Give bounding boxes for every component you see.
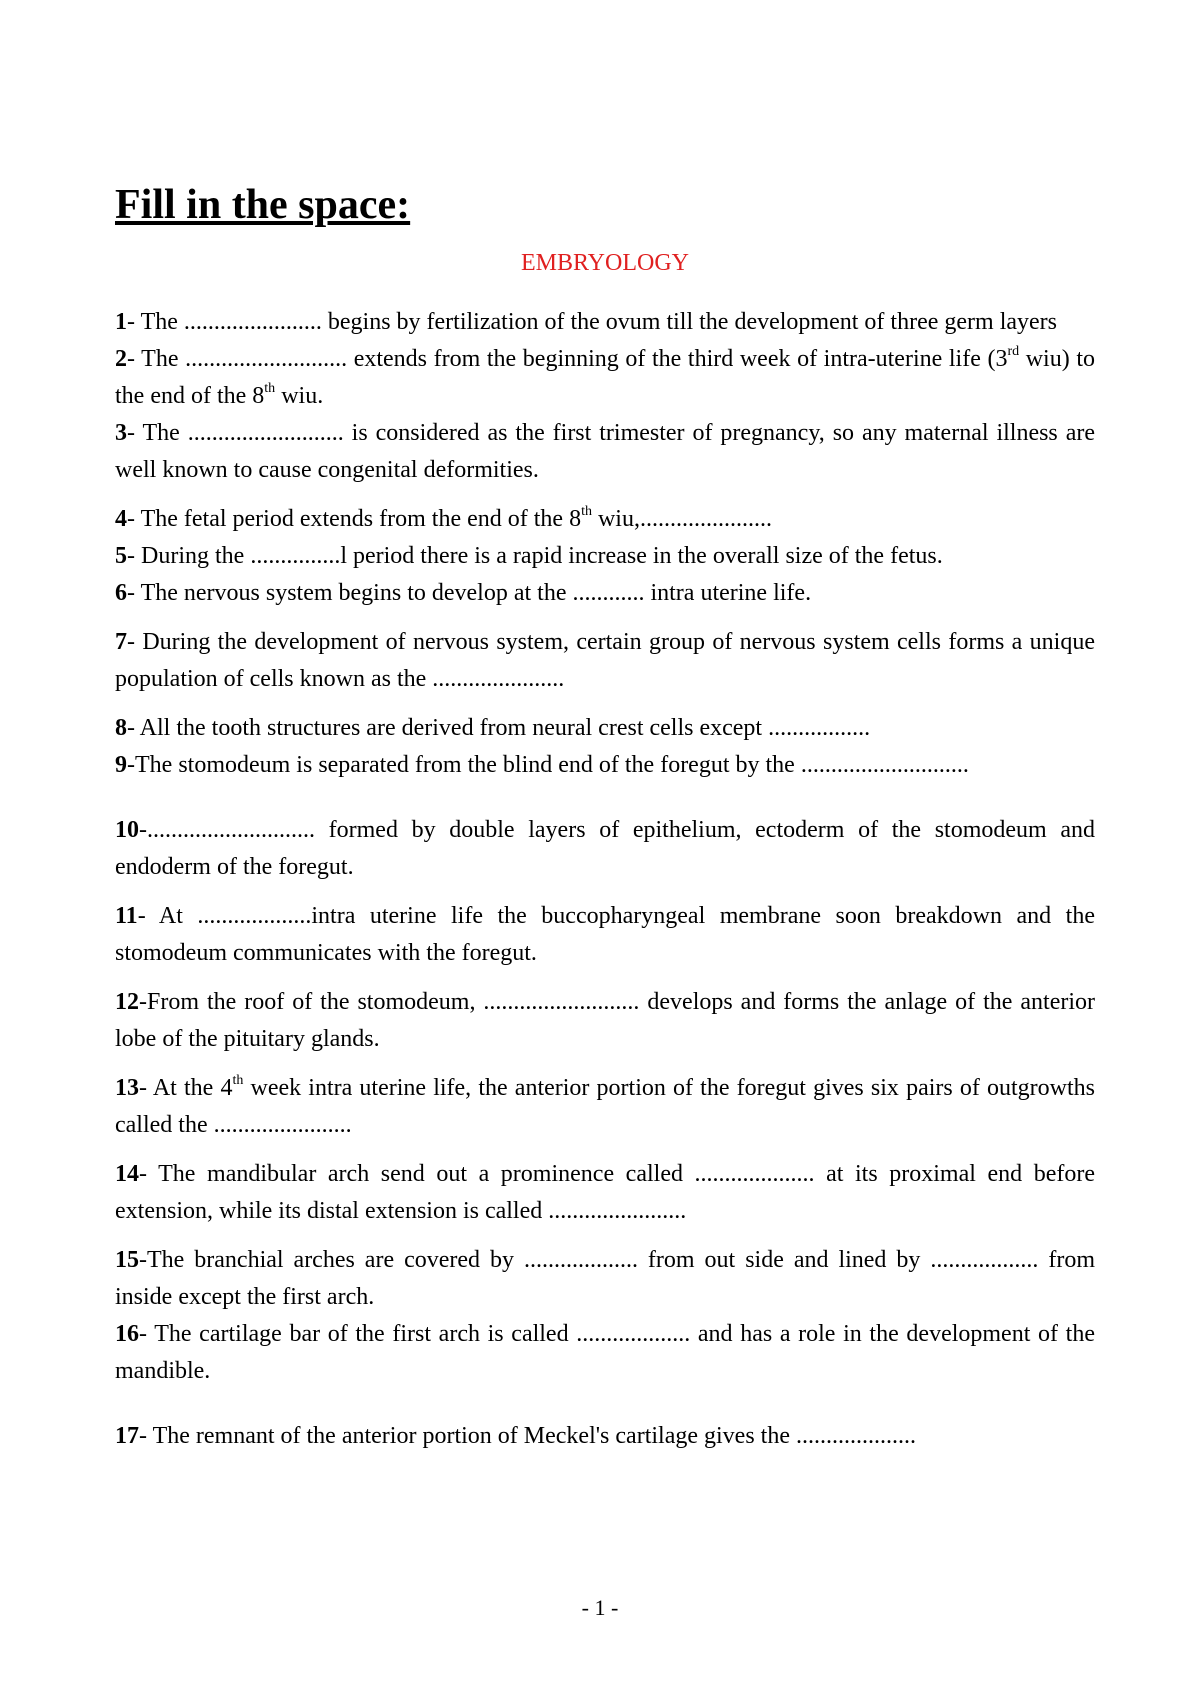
question-9: 9-The stomodeum is separated from the blind end of the foregut by the ............................ [115,752,969,778]
question-number: 2 [115,346,127,372]
question-2: 2- The ........................... extends from the beginning of the third week of intra-uterine life (3rd wiu) to the end of the 8th wiu. [115,344,1095,409]
question-11: 11- At ...................intra uterine life the buccopharyngeal membrane soon breakdown and the stomodeum communicates with the foregut. [115,903,1095,966]
question-number: 9 [115,752,127,778]
question-number: 11 [115,903,138,929]
question-text: The ....................... begins by fertilization of the ovum till the development of three germ layers [135,309,1057,335]
question-16: 16- The cartilage bar of the first arch is called ................... and has a role in the development of the mandible. [115,1321,1095,1384]
question-14: 14- The mandibular arch send out a prominence called .................... at its proximal end before extension, while its distal extension is called ....................... [115,1161,1095,1224]
question-number: 6 [115,580,127,606]
question-5: 5- During the ...............l period there is a rapid increase in the overall size of the fetus. [115,543,943,569]
question-17: 17- The remnant of the anterior portion of Meckel's cartilage gives the .................... [115,1423,916,1449]
question-15: 15-The branchial arches are covered by ................... from out side and lined by .................. from inside except the first arch. [115,1247,1095,1310]
page-number: - 1 - [581,1595,619,1620]
question-number: 14 [115,1161,139,1187]
question-number: 12 [115,989,139,1015]
question-number: 3 [115,420,127,446]
question-10: 10-............................ formed by double layers of epithelium, ectoderm of the stomodeum and endoderm of the foregut. [115,817,1095,880]
question-8: 8- All the tooth structures are derived from neural crest cells except ................. [115,715,871,741]
question-number: 7 [115,629,127,655]
question-text: The .......................... is considered as the first trimester of pregnancy, so any maternal illness are well known to cause congenital deformities. [115,420,1095,483]
question-13: 13- At the 4th week intra uterine life, the anterior portion of the foregut gives six pairs of outgrowths called the ....................... [115,1073,1096,1138]
question-text: During the development of nervous system, certain group of nervous system cells forms a unique population of cells known as the ...................... [115,629,1095,692]
question-text: From the roof of the stomodeum, .......................... develops and forms the anlage of the anterior lobe of the pituitary glands. [115,989,1095,1052]
question-number: 13 [115,1075,139,1101]
question-number: 17 [115,1423,139,1449]
question-text: At ...................intra uterine life the buccopharyngeal membrane soon breakdown and the stomodeum communicates with the foregut. [115,903,1095,966]
question-number: 5 [115,543,127,569]
question-text: The mandibular arch send out a prominence called .................... at its proximal end before extension, while its distal extension is called ....................... [115,1161,1095,1224]
question-4: 4- The fetal period extends from the end of the 8th wiu,...................... [115,504,772,532]
question-7: 7- During the development of nervous system, certain group of nervous system cells forms a unique population of cells known as the ...................... [115,629,1095,692]
question-6: 6- The nervous system begins to develop at the ............ intra uterine life. [115,580,812,606]
question-text: During the ...............l period there is a rapid increase in the overall size of the fetus. [135,543,943,569]
question-text: The stomodeum is separated from the blind end of the foregut by the ............................ [135,752,969,778]
question-number: 16 [115,1321,139,1347]
question-text: The branchial arches are covered by ................... from out side and lined by .................. from inside except the first arch. [115,1247,1095,1310]
question-number: 4 [115,506,127,532]
question-number: 10 [115,817,139,843]
question-1: 1- The ....................... begins by fertilization of the ovum till the development of three germ layers [115,309,1057,335]
question-text: ............................ formed by double layers of epithelium, ectoderm of the stomodeum and endoderm of the foregut. [115,817,1095,880]
page-title: Fill in the space: [115,182,411,228]
question-text: The remnant of the anterior portion of Meckel's cartilage gives the .................... [147,1423,916,1449]
question-text: The nervous system begins to develop at the ............ intra uterine life. [135,580,812,606]
question-text: All the tooth structures are derived from neural crest cells except ................. [135,715,871,741]
worksheet [115,180,1095,1455]
question-number: 15 [115,1247,139,1273]
question-12: 12-From the roof of the stomodeum, .......................... develops and forms the anlage of the anterior lobe of the pituitary glands. [115,989,1095,1052]
subject-heading: EMBRYOLOGY [520,250,689,276]
question-3: 3- The .......................... is considered as the first trimester of pregnancy, so any maternal illness are well known to cause congenital deformities. [115,420,1095,483]
question-number: 8 [115,715,127,741]
question-number: 1 [115,309,127,335]
question-text: The cartilage bar of the first arch is called ................... and has a role in the development of the mandible. [115,1321,1095,1384]
